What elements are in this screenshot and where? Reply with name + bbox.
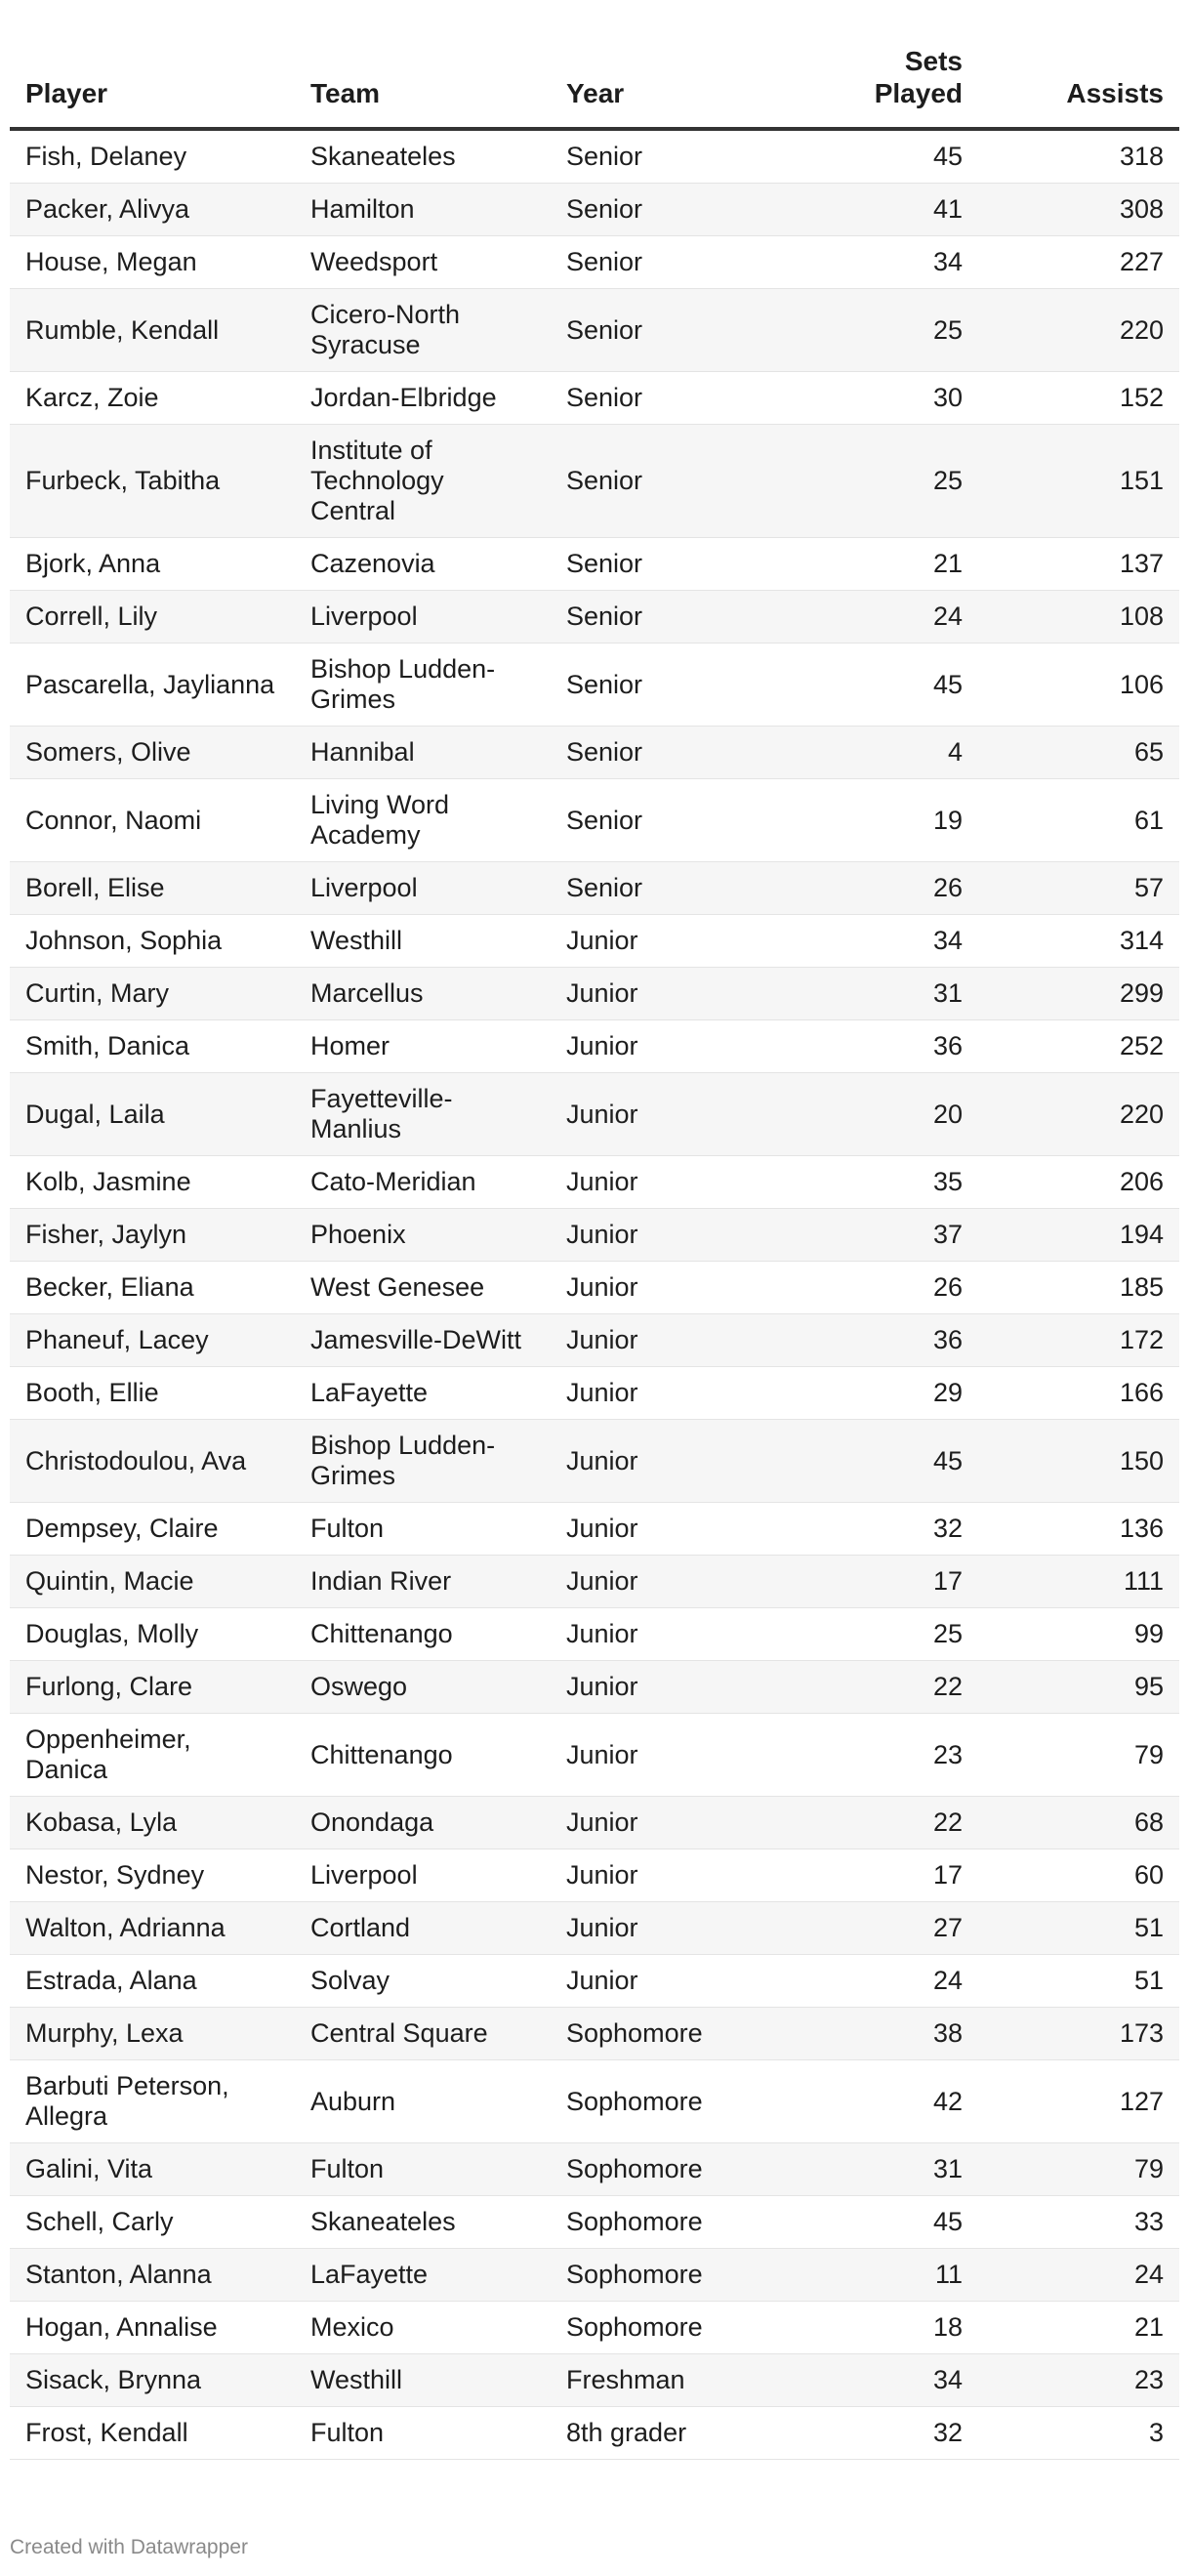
- sets-played-cell: 27: [804, 1902, 978, 1955]
- player-cell: Douglas, Molly: [10, 1608, 295, 1661]
- team-cell: West Genesee: [295, 1262, 551, 1314]
- player-cell: Murphy, Lexa: [10, 2008, 295, 2060]
- assists-cell: 111: [978, 1556, 1179, 1608]
- player-cell: Somers, Olive: [10, 727, 295, 779]
- year-cell: Sophomore: [551, 2196, 804, 2249]
- player-cell: Fisher, Jaylyn: [10, 1209, 295, 1262]
- sets-played-cell: 22: [804, 1797, 978, 1849]
- team-cell: Jordan-Elbridge: [295, 372, 551, 425]
- table-row: [10, 289, 1179, 372]
- year-cell: Freshman: [551, 2354, 804, 2407]
- player-cell: Walton, Adrianna: [10, 1902, 295, 1955]
- assists-cell: 150: [978, 1420, 1179, 1503]
- player-cell: Kolb, Jasmine: [10, 1156, 295, 1209]
- table-row: [10, 862, 1179, 915]
- player-cell: Johnson, Sophia: [10, 915, 295, 968]
- sets-played-cell: 20: [804, 1073, 978, 1156]
- assists-cell: 173: [978, 2008, 1179, 2060]
- column-header-sets-played[interactable]: [804, 25, 978, 129]
- sets-played-cell: 32: [804, 2407, 978, 2460]
- team-cell: Liverpool: [295, 591, 551, 644]
- sets-played-cell: 34: [804, 2354, 978, 2407]
- player-cell: Fish, Delaney: [10, 129, 295, 184]
- team-cell: Cazenovia: [295, 538, 551, 591]
- table-row: [10, 538, 1179, 591]
- player-cell: Borell, Elise: [10, 862, 295, 915]
- assists-cell: 252: [978, 1020, 1179, 1073]
- sets-header-line-2: Played: [874, 78, 963, 108]
- table-row: [10, 2302, 1179, 2354]
- year-cell: 8th grader: [551, 2407, 804, 2460]
- player-cell: Sisack, Brynna: [10, 2354, 295, 2407]
- sets-played-cell: 19: [804, 779, 978, 862]
- assists-cell: 152: [978, 372, 1179, 425]
- assists-cell: 137: [978, 538, 1179, 591]
- player-cell: Nestor, Sydney: [10, 1849, 295, 1902]
- player-cell: Quintin, Macie: [10, 1556, 295, 1608]
- team-cell: Fulton: [295, 2143, 551, 2196]
- stats-table: [10, 25, 1179, 2460]
- sets-played-cell: 42: [804, 2060, 978, 2143]
- table-row: [10, 425, 1179, 538]
- team-cell: Fulton: [295, 1503, 551, 1556]
- player-cell: House, Megan: [10, 236, 295, 289]
- team-cell: Central Square: [295, 2008, 551, 2060]
- player-cell: Hogan, Annalise: [10, 2302, 295, 2354]
- sets-played-cell: 4: [804, 727, 978, 779]
- sets-played-cell: 31: [804, 968, 978, 1020]
- assists-cell: 65: [978, 727, 1179, 779]
- assists-cell: 227: [978, 236, 1179, 289]
- column-header-assists[interactable]: Assists: [978, 25, 1179, 129]
- player-cell: Frost, Kendall: [10, 2407, 295, 2460]
- sets-played-cell: 21: [804, 538, 978, 591]
- assists-cell: 21: [978, 2302, 1179, 2354]
- team-cell: Cicero-North Syracuse: [295, 289, 551, 372]
- sets-played-cell: 45: [804, 129, 978, 184]
- year-cell: Junior: [551, 915, 804, 968]
- year-cell: Senior: [551, 236, 804, 289]
- column-header-player[interactable]: Player: [10, 25, 295, 129]
- sets-played-cell: 35: [804, 1156, 978, 1209]
- year-cell: Junior: [551, 1797, 804, 1849]
- sets-played-cell: 25: [804, 425, 978, 538]
- table-row: [10, 2196, 1179, 2249]
- team-cell: Jamesville-DeWitt: [295, 1314, 551, 1367]
- assists-cell: 33: [978, 2196, 1179, 2249]
- sets-played-cell: 29: [804, 1367, 978, 1420]
- sets-played-cell: 25: [804, 289, 978, 372]
- assists-cell: 106: [978, 644, 1179, 727]
- team-cell: Hamilton: [295, 184, 551, 236]
- team-cell: Hannibal: [295, 727, 551, 779]
- table-row: [10, 372, 1179, 425]
- assists-cell: 318: [978, 129, 1179, 184]
- team-cell: Bishop Ludden-Grimes: [295, 1420, 551, 1503]
- year-cell: Junior: [551, 1902, 804, 1955]
- team-cell: Bishop Ludden-Grimes: [295, 644, 551, 727]
- year-cell: Senior: [551, 862, 804, 915]
- sets-played-cell: 31: [804, 2143, 978, 2196]
- table-row: [10, 1503, 1179, 1556]
- table-row: [10, 1314, 1179, 1367]
- team-cell: Chittenango: [295, 1714, 551, 1797]
- sets-played-cell: 36: [804, 1314, 978, 1367]
- team-cell: LaFayette: [295, 2249, 551, 2302]
- year-cell: Junior: [551, 1556, 804, 1608]
- player-cell: Becker, Eliana: [10, 1262, 295, 1314]
- team-cell: Onondaga: [295, 1797, 551, 1849]
- table-row: [10, 2249, 1179, 2302]
- player-cell: Connor, Naomi: [10, 779, 295, 862]
- player-cell: Curtin, Mary: [10, 968, 295, 1020]
- sets-played-cell: 34: [804, 915, 978, 968]
- year-cell: Junior: [551, 1955, 804, 2008]
- assists-cell: 95: [978, 1661, 1179, 1714]
- year-cell: Junior: [551, 1661, 804, 1714]
- table-row: [10, 1608, 1179, 1661]
- table-row: [10, 915, 1179, 968]
- year-cell: Sophomore: [551, 2060, 804, 2143]
- team-cell: Skaneateles: [295, 129, 551, 184]
- assists-cell: 79: [978, 2143, 1179, 2196]
- player-cell: Schell, Carly: [10, 2196, 295, 2249]
- assists-cell: 220: [978, 1073, 1179, 1156]
- assists-cell: 220: [978, 289, 1179, 372]
- year-cell: Senior: [551, 727, 804, 779]
- year-cell: Senior: [551, 644, 804, 727]
- assists-cell: 314: [978, 915, 1179, 968]
- table-row: [10, 1714, 1179, 1797]
- year-cell: Senior: [551, 538, 804, 591]
- sets-played-cell: 36: [804, 1020, 978, 1073]
- datawrapper-credit: Created with Datawrapper: [10, 2536, 248, 2558]
- team-cell: Institute of Technology Central: [295, 425, 551, 538]
- sets-played-cell: 30: [804, 372, 978, 425]
- table-row: [10, 184, 1179, 236]
- player-cell: Correll, Lily: [10, 591, 295, 644]
- table-row: [10, 2060, 1179, 2143]
- assists-cell: 185: [978, 1262, 1179, 1314]
- assists-cell: 3: [978, 2407, 1179, 2460]
- sets-played-cell: 17: [804, 1556, 978, 1608]
- year-cell: Junior: [551, 1314, 804, 1367]
- assists-cell: 127: [978, 2060, 1179, 2143]
- sets-played-cell: 18: [804, 2302, 978, 2354]
- assists-cell: 308: [978, 184, 1179, 236]
- assists-cell: 51: [978, 1955, 1179, 2008]
- table-row: [10, 1262, 1179, 1314]
- assists-cell: 57: [978, 862, 1179, 915]
- table-row: [10, 2354, 1179, 2407]
- team-cell: Fayetteville-Manlius: [295, 1073, 551, 1156]
- assists-cell: 108: [978, 591, 1179, 644]
- assists-cell: 68: [978, 1797, 1179, 1849]
- year-cell: Junior: [551, 1608, 804, 1661]
- player-cell: Barbuti Peterson, Allegra: [10, 2060, 295, 2143]
- year-cell: Sophomore: [551, 2008, 804, 2060]
- column-header-team[interactable]: Team: [295, 25, 551, 129]
- sets-played-cell: 38: [804, 2008, 978, 2060]
- year-cell: Junior: [551, 1209, 804, 1262]
- table-row: [10, 1367, 1179, 1420]
- year-cell: Junior: [551, 1420, 804, 1503]
- team-cell: Oswego: [295, 1661, 551, 1714]
- assists-cell: 206: [978, 1156, 1179, 1209]
- team-cell: LaFayette: [295, 1367, 551, 1420]
- table-row: [10, 1073, 1179, 1156]
- player-cell: Dempsey, Claire: [10, 1503, 295, 1556]
- year-cell: Junior: [551, 968, 804, 1020]
- team-cell: Cortland: [295, 1902, 551, 1955]
- player-cell: Karcz, Zoie: [10, 372, 295, 425]
- year-cell: Sophomore: [551, 2249, 804, 2302]
- year-cell: Senior: [551, 129, 804, 184]
- assists-cell: 23: [978, 2354, 1179, 2407]
- player-cell: Packer, Alivya: [10, 184, 295, 236]
- table-row: [10, 968, 1179, 1020]
- team-cell: Phoenix: [295, 1209, 551, 1262]
- team-cell: Homer: [295, 1020, 551, 1073]
- table-row: [10, 1849, 1179, 1902]
- sets-played-cell: 25: [804, 1608, 978, 1661]
- assists-cell: 99: [978, 1608, 1179, 1661]
- table-row: [10, 129, 1179, 184]
- table-row: [10, 236, 1179, 289]
- table-row: [10, 727, 1179, 779]
- table-row: [10, 1797, 1179, 1849]
- year-cell: Sophomore: [551, 2302, 804, 2354]
- table-row: [10, 2407, 1179, 2460]
- table-row: [10, 779, 1179, 862]
- sets-played-cell: 45: [804, 2196, 978, 2249]
- year-cell: Junior: [551, 1073, 804, 1156]
- table-row: [10, 1209, 1179, 1262]
- table-row: [10, 591, 1179, 644]
- header-row: [10, 25, 1179, 129]
- sets-played-cell: 34: [804, 236, 978, 289]
- player-cell: Rumble, Kendall: [10, 289, 295, 372]
- sets-played-cell: 37: [804, 1209, 978, 1262]
- year-cell: Senior: [551, 591, 804, 644]
- sets-played-cell: 24: [804, 1955, 978, 2008]
- table-row: [10, 644, 1179, 727]
- player-cell: Furbeck, Tabitha: [10, 425, 295, 538]
- assists-cell: 299: [978, 968, 1179, 1020]
- assists-cell: 60: [978, 1849, 1179, 1902]
- table-row: [10, 1020, 1179, 1073]
- sets-played-cell: 26: [804, 1262, 978, 1314]
- team-cell: Liverpool: [295, 862, 551, 915]
- sets-played-cell: 45: [804, 1420, 978, 1503]
- assists-cell: 79: [978, 1714, 1179, 1797]
- team-cell: Liverpool: [295, 1849, 551, 1902]
- player-cell: Pascarella, Jaylianna: [10, 644, 295, 727]
- sets-played-cell: 23: [804, 1714, 978, 1797]
- team-cell: Indian River: [295, 1556, 551, 1608]
- assists-cell: 61: [978, 779, 1179, 862]
- year-cell: Senior: [551, 425, 804, 538]
- table-row: [10, 1156, 1179, 1209]
- year-cell: Junior: [551, 1714, 804, 1797]
- player-cell: Galini, Vita: [10, 2143, 295, 2196]
- team-cell: Westhill: [295, 915, 551, 968]
- assists-cell: 194: [978, 1209, 1179, 1262]
- team-cell: Cato-Meridian: [295, 1156, 551, 1209]
- player-cell: Dugal, Laila: [10, 1073, 295, 1156]
- player-cell: Bjork, Anna: [10, 538, 295, 591]
- assists-cell: 151: [978, 425, 1179, 538]
- sets-played-cell: 22: [804, 1661, 978, 1714]
- sets-header-line-1: Sets: [904, 46, 963, 76]
- table-header: [10, 25, 1179, 129]
- team-cell: Fulton: [295, 2407, 551, 2460]
- assists-cell: 51: [978, 1902, 1179, 1955]
- table-row: [10, 1661, 1179, 1714]
- year-cell: Senior: [551, 289, 804, 372]
- team-cell: Weedsport: [295, 236, 551, 289]
- sets-played-cell: 41: [804, 184, 978, 236]
- team-cell: Westhill: [295, 2354, 551, 2407]
- team-cell: Marcellus: [295, 968, 551, 1020]
- sets-played-cell: 24: [804, 591, 978, 644]
- team-cell: Living Word Academy: [295, 779, 551, 862]
- sets-played-cell: 26: [804, 862, 978, 915]
- player-cell: Estrada, Alana: [10, 1955, 295, 2008]
- assists-cell: 166: [978, 1367, 1179, 1420]
- player-cell: Booth, Ellie: [10, 1367, 295, 1420]
- year-cell: Junior: [551, 1262, 804, 1314]
- team-cell: Auburn: [295, 2060, 551, 2143]
- player-cell: Christodoulou, Ava: [10, 1420, 295, 1503]
- year-cell: Junior: [551, 1367, 804, 1420]
- player-cell: Smith, Danica: [10, 1020, 295, 1073]
- table-row: [10, 1955, 1179, 2008]
- player-cell: Stanton, Alanna: [10, 2249, 295, 2302]
- assists-cell: 136: [978, 1503, 1179, 1556]
- team-cell: Chittenango: [295, 1608, 551, 1661]
- year-cell: Senior: [551, 372, 804, 425]
- year-cell: Senior: [551, 184, 804, 236]
- year-cell: Junior: [551, 1156, 804, 1209]
- year-cell: Sophomore: [551, 2143, 804, 2196]
- team-cell: Solvay: [295, 1955, 551, 2008]
- year-cell: Junior: [551, 1020, 804, 1073]
- year-cell: Junior: [551, 1849, 804, 1902]
- year-cell: Senior: [551, 779, 804, 862]
- player-cell: Kobasa, Lyla: [10, 1797, 295, 1849]
- player-cell: Furlong, Clare: [10, 1661, 295, 1714]
- player-cell: Phaneuf, Lacey: [10, 1314, 295, 1367]
- table-row: [10, 2008, 1179, 2060]
- team-cell: Skaneateles: [295, 2196, 551, 2249]
- assists-cell: 24: [978, 2249, 1179, 2302]
- sets-played-cell: 32: [804, 1503, 978, 1556]
- sets-played-cell: 11: [804, 2249, 978, 2302]
- assists-cell: 172: [978, 1314, 1179, 1367]
- column-header-year[interactable]: Year: [551, 25, 804, 129]
- table-row: [10, 1902, 1179, 1955]
- table-row: [10, 1556, 1179, 1608]
- team-cell: Mexico: [295, 2302, 551, 2354]
- player-cell: Oppenheimer, Danica: [10, 1714, 295, 1797]
- sets-played-cell: 45: [804, 644, 978, 727]
- table-row: [10, 1420, 1179, 1503]
- table-row: [10, 2143, 1179, 2196]
- year-cell: Junior: [551, 1503, 804, 1556]
- table-body: [10, 129, 1179, 2460]
- sets-played-cell: 17: [804, 1849, 978, 1902]
